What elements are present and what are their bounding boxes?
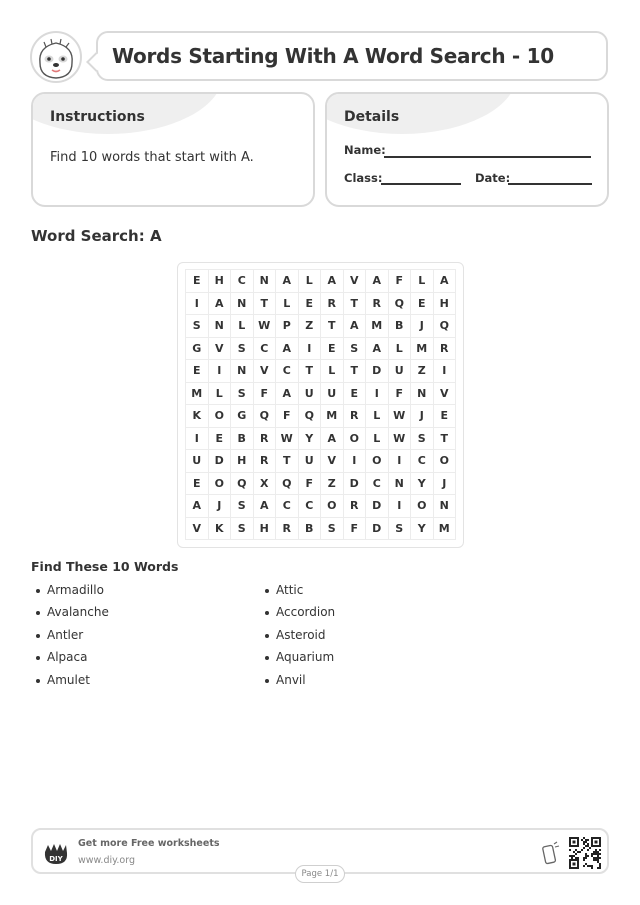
grid-cell: F (276, 405, 299, 428)
grid-cell: O (411, 495, 434, 518)
date-field[interactable] (508, 183, 592, 185)
grid-cell: R (366, 293, 389, 316)
grid-cell: I (344, 450, 367, 473)
grid-cell: E (209, 428, 232, 451)
grid-cell: Z (411, 360, 434, 383)
grid-cell: E (299, 293, 322, 316)
grid-cell: L (366, 428, 389, 451)
grid-cell: M (411, 338, 434, 361)
grid-cell: D (209, 450, 232, 473)
grid-cell: A (276, 338, 299, 361)
grid-cell: I (434, 360, 457, 383)
word-item: Armadillo (47, 583, 104, 597)
grid-cell: R (344, 495, 367, 518)
word-item: Accordion (276, 605, 336, 619)
details-title: Details (344, 109, 400, 125)
grid-cell: C (276, 495, 299, 518)
grid-cell: L (276, 293, 299, 316)
word-item: Aquarium (276, 650, 335, 664)
word-item: Avalanche (47, 605, 109, 619)
grid-cell: A (344, 315, 367, 338)
class-label: Class: (344, 171, 383, 185)
grid-cell: V (344, 270, 367, 293)
instructions-title: Instructions (50, 109, 145, 125)
grid-cell: I (389, 450, 412, 473)
grid-cell: C (411, 450, 434, 473)
phone-scan-icon (542, 841, 560, 865)
grid-cell: L (231, 315, 254, 338)
grid-cell: H (254, 518, 277, 541)
grid-cell: B (389, 315, 412, 338)
grid-cell: Y (299, 428, 322, 451)
grid-cell: A (276, 270, 299, 293)
grid-cell: D (344, 473, 367, 496)
grid-cell: Q (434, 315, 457, 338)
grid-cell: L (389, 338, 412, 361)
grid-cell: V (254, 360, 277, 383)
grid-cell: O (344, 428, 367, 451)
grid-cell: I (186, 293, 209, 316)
word-search-grid (177, 262, 464, 548)
word-list-title: Find These 10 Words (31, 559, 179, 574)
grid-cell: S (411, 428, 434, 451)
grid-cell: W (389, 428, 412, 451)
grid-cell: M (321, 405, 344, 428)
instructions-text: Find 10 words that start with A. (50, 150, 254, 165)
grid-cell: A (254, 495, 277, 518)
qr-code-icon[interactable] (569, 837, 601, 869)
grid-cell: G (186, 338, 209, 361)
grid-cell: V (209, 338, 232, 361)
grid-cell: T (344, 360, 367, 383)
grid-cell: L (321, 360, 344, 383)
grid-cell: V (321, 450, 344, 473)
grid-cell: R (321, 293, 344, 316)
grid-cell: E (434, 405, 457, 428)
grid-cell: V (434, 383, 457, 406)
grid-cell: F (299, 473, 322, 496)
grid-cell: A (434, 270, 457, 293)
footer-url-link[interactable]: www.diy.org (78, 855, 135, 866)
grid-cell: N (254, 270, 277, 293)
grid-cell: H (231, 450, 254, 473)
page-title: Words Starting With A Word Search - 10 (112, 44, 554, 68)
grid-cell: E (186, 360, 209, 383)
grid-cell: S (344, 338, 367, 361)
grid-cell: Z (321, 473, 344, 496)
grid-cell: R (344, 405, 367, 428)
grid-cell: F (254, 383, 277, 406)
grid-cell: S (389, 518, 412, 541)
grid-cell: S (231, 383, 254, 406)
grid-cell: N (231, 293, 254, 316)
grid-cell: Y (411, 518, 434, 541)
word-item: Antler (47, 628, 84, 642)
grid-cell: L (299, 270, 322, 293)
grid-cell: I (209, 360, 232, 383)
grid-cell: R (276, 518, 299, 541)
grid-cell: G (231, 405, 254, 428)
grid-cell: A (366, 338, 389, 361)
grid-cell: J (434, 473, 457, 496)
grid-cell: N (411, 383, 434, 406)
grid-cell: Q (254, 405, 277, 428)
grid-cell: P (276, 315, 299, 338)
grid-cell: I (366, 383, 389, 406)
footer-promo-text: Get more Free worksheets (78, 838, 220, 849)
grid-cell: F (389, 270, 412, 293)
grid-cell: H (434, 293, 457, 316)
grid-cell: U (299, 450, 322, 473)
grid-cell: F (344, 518, 367, 541)
grid-cell: U (321, 383, 344, 406)
grid-cell: A (209, 293, 232, 316)
grid-cell: T (254, 293, 277, 316)
grid-cell: U (299, 383, 322, 406)
page-number: Page 1/1 (295, 865, 345, 883)
grid-cell: C (231, 270, 254, 293)
grid-cell: L (366, 405, 389, 428)
grid-cell: E (186, 270, 209, 293)
word-search-title: Word Search: A (31, 227, 162, 245)
title-banner (96, 31, 608, 81)
grid-cell: F (389, 383, 412, 406)
grid-cell: K (186, 405, 209, 428)
grid-cell: I (299, 338, 322, 361)
grid-cell: J (411, 315, 434, 338)
grid-cell: V (186, 518, 209, 541)
grid-cell: K (209, 518, 232, 541)
grid-cell: T (434, 428, 457, 451)
grid-cell: U (389, 360, 412, 383)
grid-cell: R (434, 338, 457, 361)
grid-cell: S (231, 518, 254, 541)
grid-cell: N (389, 473, 412, 496)
grid-cell: I (186, 428, 209, 451)
name-field[interactable] (384, 156, 591, 158)
date-label: Date: (475, 171, 511, 185)
grid-cell: S (231, 338, 254, 361)
grid-cell: O (321, 495, 344, 518)
grid-cell: Q (299, 405, 322, 428)
grid-cell: R (254, 450, 277, 473)
word-item: Anvil (276, 673, 306, 687)
grid-cell: H (209, 270, 232, 293)
grid-cell: B (231, 428, 254, 451)
word-item: Attic (276, 583, 304, 597)
grid-cell: L (209, 383, 232, 406)
grid-cell: E (186, 473, 209, 496)
grid-cell: B (299, 518, 322, 541)
grid-cell: W (276, 428, 299, 451)
grid-cell: O (209, 473, 232, 496)
grid-cell: A (276, 383, 299, 406)
name-label: Name: (344, 143, 386, 157)
grid-cell: U (186, 450, 209, 473)
grid-cell: E (344, 383, 367, 406)
grid-cell: C (254, 338, 277, 361)
grid-cell: A (321, 428, 344, 451)
grid-cell: I (389, 495, 412, 518)
grid-cell: W (389, 405, 412, 428)
grid-cell: T (276, 450, 299, 473)
grid-cell: S (321, 518, 344, 541)
letter-grid (185, 269, 456, 540)
sloth-mascot-icon (30, 31, 82, 83)
grid-cell: S (186, 315, 209, 338)
grid-cell: Q (231, 473, 254, 496)
grid-cell: A (366, 270, 389, 293)
class-field[interactable] (381, 183, 461, 185)
grid-cell: S (231, 495, 254, 518)
grid-cell: M (366, 315, 389, 338)
grid-cell: Y (411, 473, 434, 496)
grid-cell: E (321, 338, 344, 361)
grid-cell: C (276, 360, 299, 383)
diy-logo-icon[interactable] (43, 842, 69, 866)
grid-cell: X (254, 473, 277, 496)
grid-cell: Q (276, 473, 299, 496)
grid-cell: J (411, 405, 434, 428)
grid-cell: T (344, 293, 367, 316)
grid-cell: Q (389, 293, 412, 316)
grid-cell: O (366, 450, 389, 473)
grid-cell: O (209, 405, 232, 428)
grid-cell: M (434, 518, 457, 541)
word-item: Amulet (47, 673, 90, 687)
grid-cell: L (411, 270, 434, 293)
details-card (325, 92, 609, 207)
svg-text:DIY: DIY (49, 855, 63, 863)
grid-cell: N (434, 495, 457, 518)
grid-cell: Z (299, 315, 322, 338)
grid-cell: N (231, 360, 254, 383)
instructions-card (31, 92, 315, 207)
grid-cell: T (299, 360, 322, 383)
grid-cell: C (299, 495, 322, 518)
grid-cell: C (366, 473, 389, 496)
grid-cell: D (366, 360, 389, 383)
word-item: Alpaca (47, 650, 88, 664)
grid-cell: D (366, 518, 389, 541)
grid-cell: E (411, 293, 434, 316)
word-item: Asteroid (276, 628, 326, 642)
grid-cell: M (186, 383, 209, 406)
grid-cell: O (434, 450, 457, 473)
grid-cell: A (321, 270, 344, 293)
grid-cell: A (186, 495, 209, 518)
grid-cell: R (254, 428, 277, 451)
grid-cell: T (321, 315, 344, 338)
grid-cell: J (209, 495, 232, 518)
grid-cell: N (209, 315, 232, 338)
grid-cell: D (366, 495, 389, 518)
grid-cell: W (254, 315, 277, 338)
